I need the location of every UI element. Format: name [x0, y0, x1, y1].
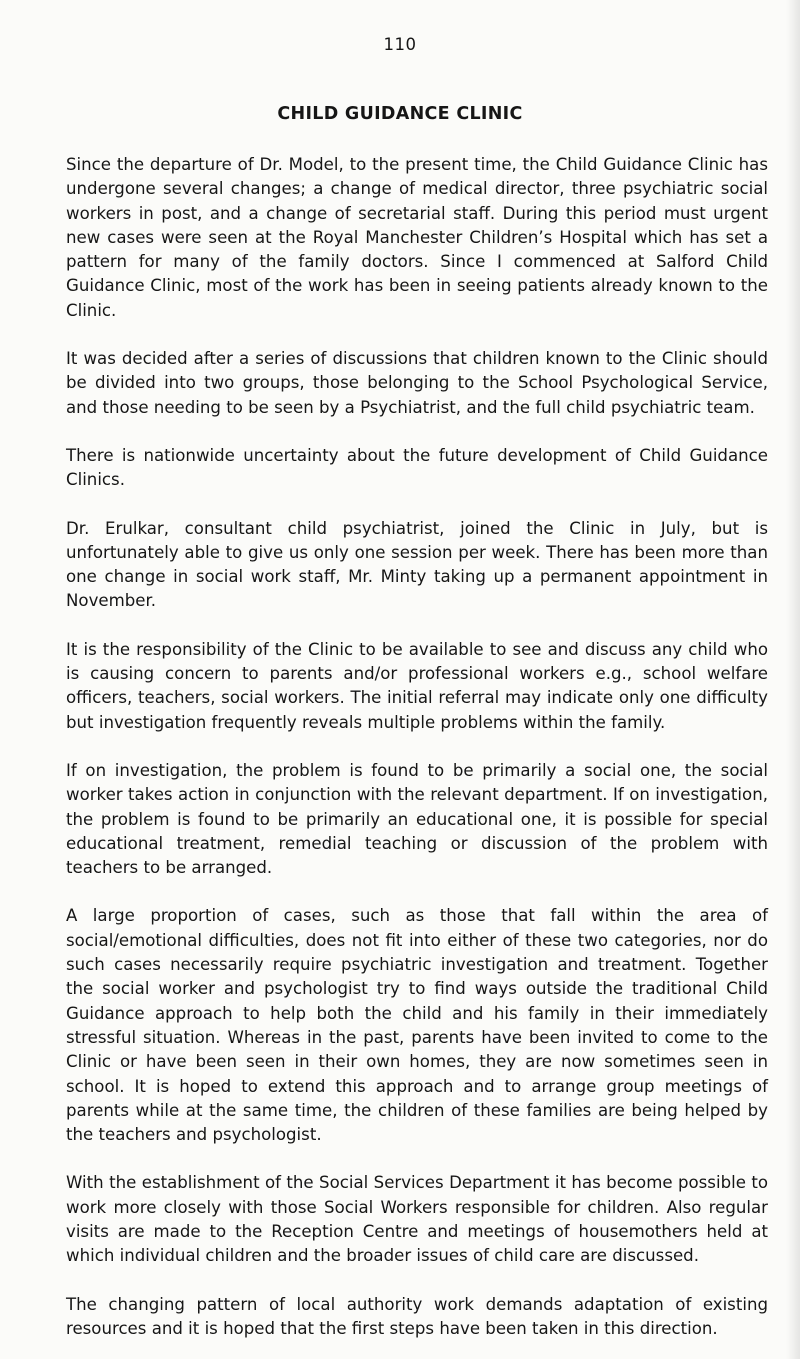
paragraph-dr-erulkar: Dr. Erulkar, consultant child psychiatrist, joined the Clinic in July, but is unfortunately able to give us only one session per week. There has been more than one change in social work staff, Mr. Minty taking up a permanent appointment in November. — [66, 518, 768, 611]
paragraph-social-services: With the establishment of the Social Services Department it has become possible to work more closely with those Social Workers responsible for children. Also regular visits are made to the Reception Centre and meetings of housemothers held at which individual children and the broader issues of child care are discussed. — [66, 1173, 768, 1266]
paragraph-changing-pattern: The changing pattern of local authority work demands adaptation of existing resources and it is hoped that the first steps have been taken in this direction. — [66, 1294, 768, 1338]
paragraph-uncertainty: There is nationwide uncertainty about the future development of Child Guidance Clinics. — [66, 445, 768, 490]
paragraph-responsibility: It is the responsibility of the Clinic to be available to see and discuss any child who is causing concern to parents and/or professional workers e.g., school welfare officers, teachers, social workers. The initial referral may indicate only one difficulty but investigation frequently reveals multiple problems within the family. — [66, 639, 768, 732]
page-number: 110 — [383, 35, 417, 54]
page-title: CHILD GUIDANCE CLINIC — [277, 104, 523, 124]
document-body — [66, 153, 768, 1341]
paragraph-social-emotional: A large proportion of cases, such as those that fall within the area of social/emotional difficulties, does not fit into either of these two categories, nor do such cases necessarily require psychiatric investigation and treatment. Together the social worker and psychologist try to find ways outside the traditional Child Guidance approach to help both the child and his family in their immediately stressful situation. Whereas in the past, parents have been invited to come to the Clinic or have been seen in their own homes, they are now sometimes seen in school. It is hoped to extend this approach and to arrange group meetings of parents while at the same time, the children of these families are being helped by the teachers and psychologist. — [66, 906, 768, 1145]
page-edge-shadow — [786, 0, 800, 1359]
paragraph-investigation: If on investigation, the problem is found to be primarily a social one, the social worker takes action in conjunction with the relevant department. If on investigation, the problem is found to be primarily an educational one, it is possible for special educational treatment, remedial teaching or discussion of the problem with teachers to be arranged. — [66, 760, 768, 878]
paragraph-staff-changes: Since the departure of Dr. Model, to the present time, the Child Guidance Clinic has undergone several changes; a change of medical director, three psychiatric social workers in post, and a change of secretarial staff. During this period must urgent new cases were seen at the Royal Manchester Children’s Hospital which has set a pattern for many of the family doctors. Since I commenced at Salford Child Guidance Clinic, most of the work has been in seeing patients already known to the Clinic. — [66, 155, 768, 320]
paragraph-two-groups: It was decided after a series of discussions that children known to the Clinic should be divided into two groups, those belonging to the School Psychological Service, and those needing to be seen by a Psychiatrist, and the full child psychiatric team. — [66, 349, 768, 417]
